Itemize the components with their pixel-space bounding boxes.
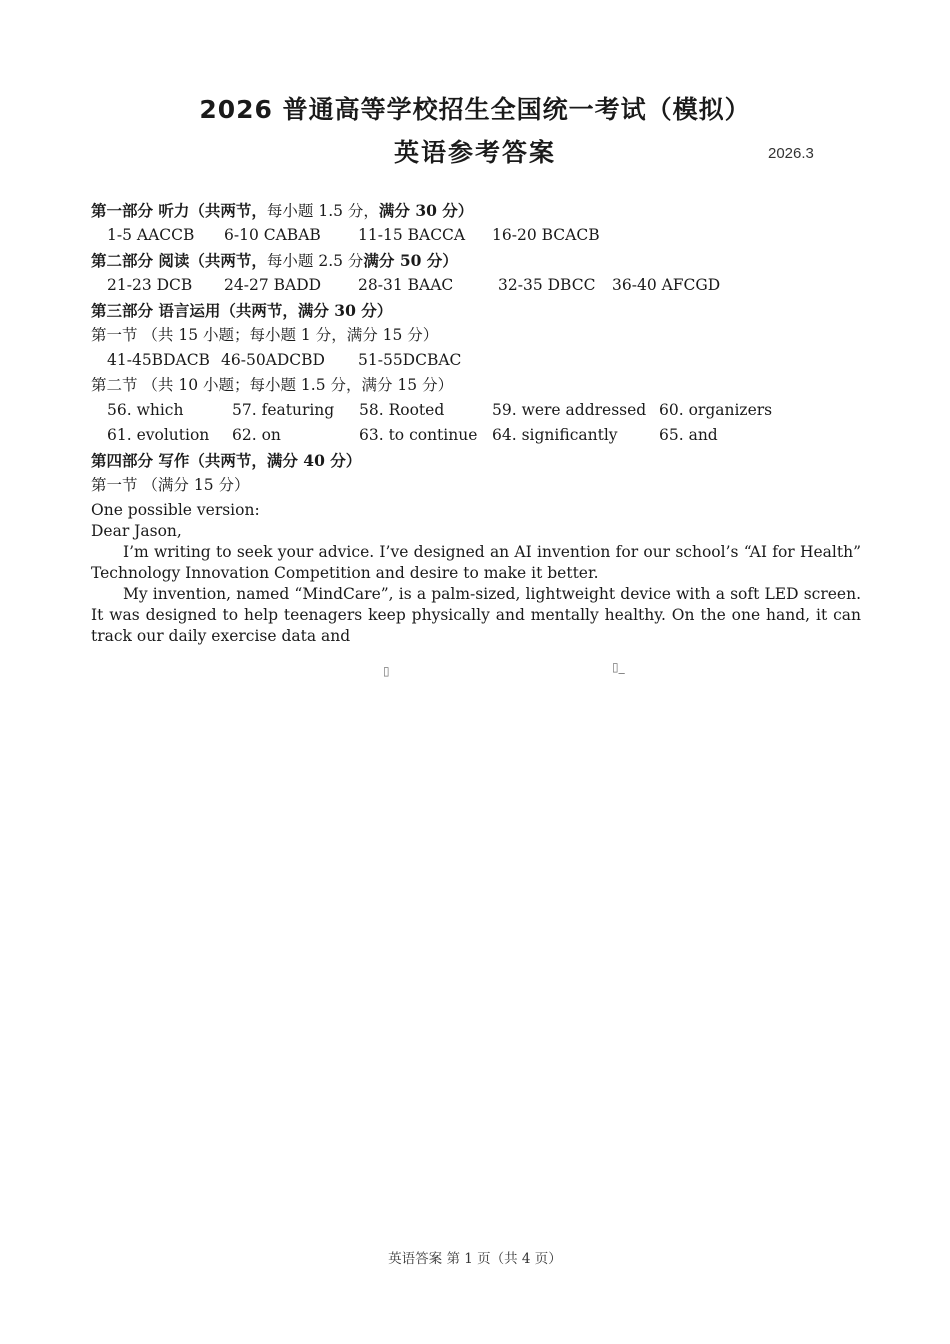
answer-group: 32-35 DBCC: [498, 276, 596, 294]
answer-group: 11-15 BACCA: [358, 226, 466, 244]
part3-section2-heading: 第二节 （共 10 小题；每小题 1.5 分，满分 15 分）: [91, 376, 454, 394]
part1-answers: [91, 223, 861, 248]
letter-greeting: Dear Jason,: [91, 522, 182, 540]
answer-item: 61. evolution: [107, 426, 210, 444]
answer-group: 6-10 CABAB: [224, 226, 321, 244]
answer-item: 65. and: [659, 426, 718, 444]
answer-group: 36-40 AFCGD: [612, 276, 721, 294]
answer-item: 60. organizers: [659, 401, 773, 419]
page-footer: 英语答案 第 1 页（共 4 页）: [388, 1251, 562, 1267]
answer-group: 51-55DCBAC: [358, 351, 462, 369]
part3-heading: 第三部分 语言运用（共两节，满分 30 分）: [91, 301, 393, 320]
answer-group: 1-5 AACCB: [107, 226, 195, 244]
part3-section1-heading: 第一节 （共 15 小题；每小题 1 分，满分 15 分）: [91, 326, 439, 344]
answer-group: 28-31 BAAC: [358, 276, 454, 294]
part4-heading: 第四部分 写作（共两节，满分 40 分）: [91, 451, 362, 470]
document-subtitle: 英语参考答案: [393, 138, 556, 167]
answer-item: 57. featuring: [232, 401, 335, 419]
part1-heading-light: 每小题 1.5 分，: [266, 202, 379, 220]
scan-artifact: ▯: [383, 664, 390, 678]
part1-heading: [91, 198, 861, 223]
document-title: 2026 普通高等学校招生全国统一考试（模拟）: [199, 95, 751, 124]
part3-section2-row2: [91, 423, 861, 448]
part2-heading: [91, 248, 861, 273]
answer-group: 16-20 BCACB: [492, 226, 600, 244]
part2-answers: [91, 273, 861, 298]
letter-paragraph: My invention, named “MindCare”, is a palm-sized, lightweight device with a soft LED screen. It was designed to help teenagers keep physically and mentally healthy. On the one hand, it can track our daily exercise data and: [91, 585, 861, 645]
part3-section1-answers: [91, 348, 861, 373]
part1-heading-end: 满分 30 分）: [378, 201, 474, 220]
part2-heading-end: 满分 50 分）: [363, 251, 458, 270]
answer-item: 56. which: [107, 401, 184, 419]
part2-heading-main: 第二部分 阅读（共两节，: [91, 251, 267, 270]
answer-group: 41-45BDACB: [107, 351, 210, 369]
answer-item: 58. Rooted: [359, 401, 445, 419]
answer-content: [91, 198, 861, 647]
version-label: One possible version:: [91, 501, 260, 519]
answer-item: 63. to continue: [359, 426, 478, 444]
part2-heading-light: 每小题 2.5 分: [266, 252, 364, 270]
answer-group: 46-50ADCBD: [221, 351, 325, 369]
answer-item: 64. significantly: [492, 426, 618, 444]
scan-artifact: ▯_: [612, 660, 625, 674]
answer-group: 24-27 BADD: [224, 276, 322, 294]
part4-section1-heading: 第一节 （满分 15 分）: [91, 476, 250, 494]
answer-item: 62. on: [232, 426, 281, 444]
part3-section2-row1: [91, 398, 861, 423]
answer-item: 59. were addressed: [492, 401, 647, 419]
letter-paragraph: I’m writing to seek your advice. I’ve designed an AI invention for our school’s “AI for Health” Technology Innovation Competition and desire to make it better.: [91, 543, 861, 582]
document-date: 2026.3: [768, 145, 814, 162]
answer-group: 21-23 DCB: [107, 276, 193, 294]
part1-heading-main: 第一部分 听力（共两节，: [91, 201, 267, 220]
